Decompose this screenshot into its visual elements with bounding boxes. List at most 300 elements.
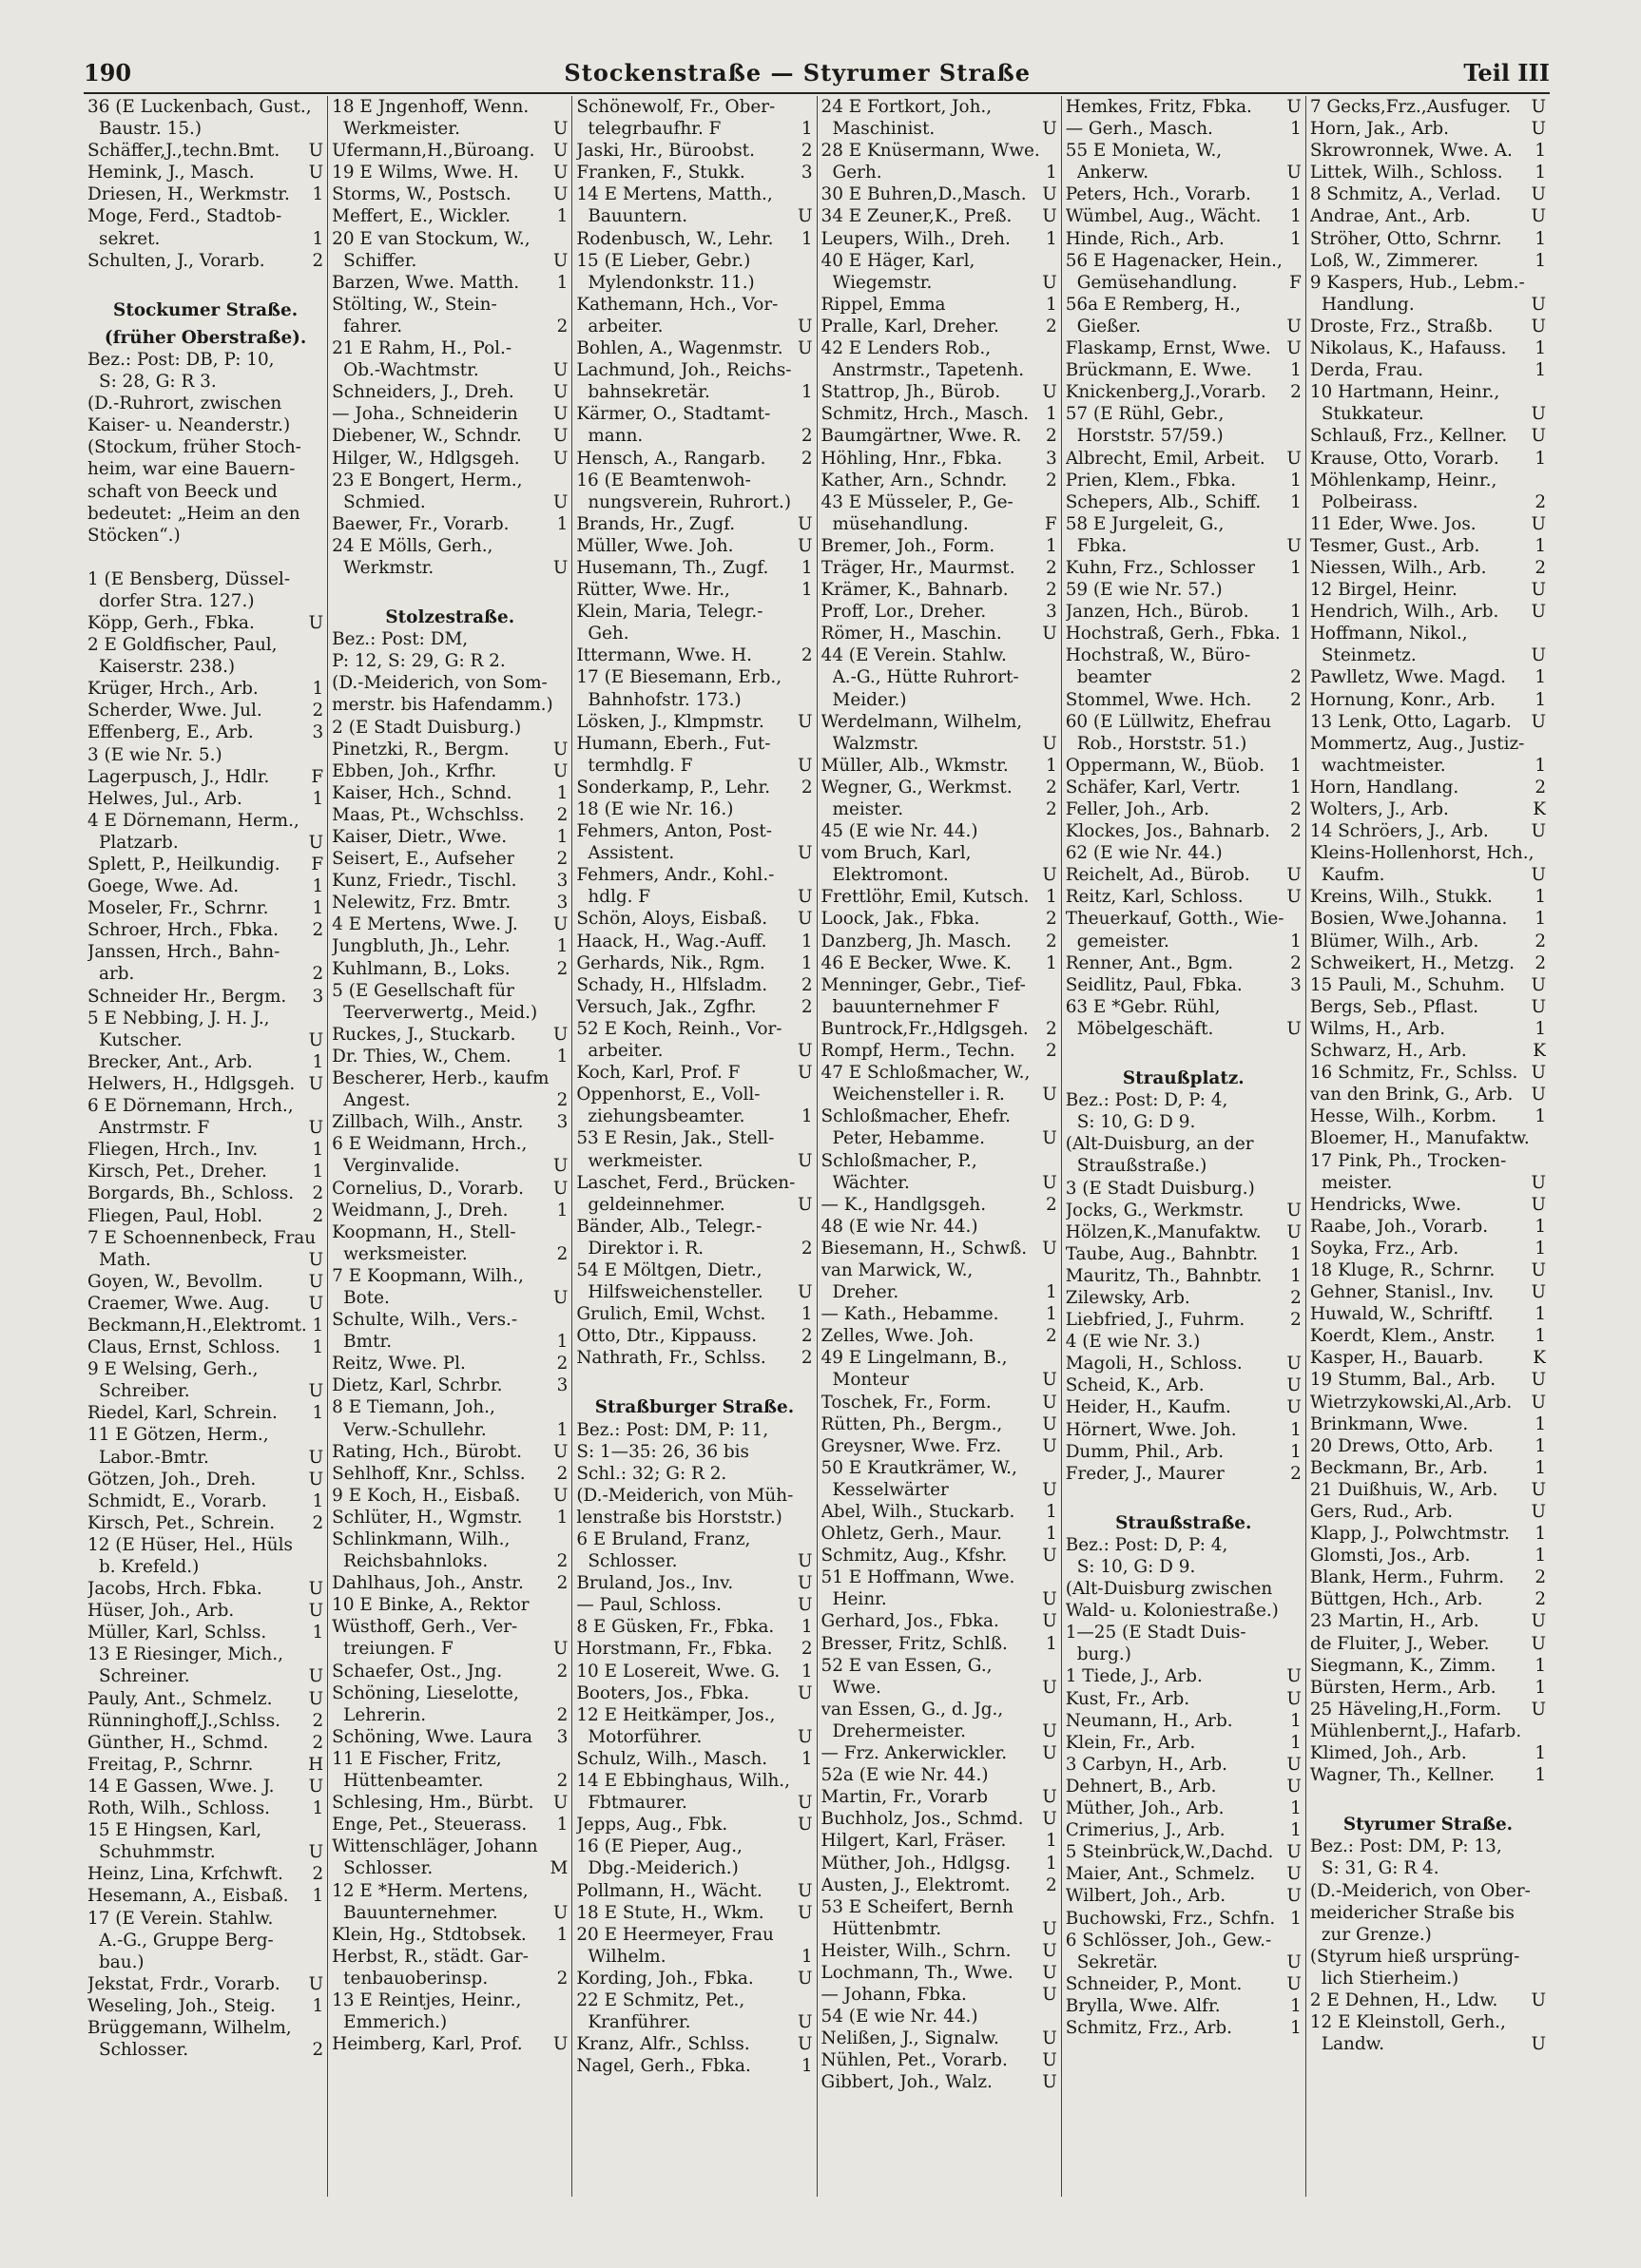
directory-entry	[576, 1325, 812, 1347]
entry-code: 1	[312, 876, 324, 897]
entry-code: 2	[556, 1243, 569, 1264]
entry-text: Meider.)	[832, 689, 907, 710]
entry-text: Schönewolf, Fr., Ober-	[576, 97, 776, 117]
entry-code: F	[1044, 513, 1057, 534]
entry-text: Bremer, Joh., Form.	[820, 535, 995, 556]
entry-text: Römer, H., Maschin.	[820, 624, 1002, 644]
entry-code: 1	[1535, 755, 1547, 776]
entry-code: U	[552, 382, 569, 403]
directory-entry	[87, 1534, 323, 1556]
directory-entry	[1310, 1435, 1546, 1457]
directory-entry	[332, 1572, 568, 1594]
entry-text: S: 28, G: R 3.	[99, 372, 217, 393]
entry-code: 2	[556, 804, 569, 825]
directory-entry	[821, 1216, 1057, 1238]
directory-entry	[1310, 1545, 1546, 1566]
entry-code: U	[1286, 1666, 1302, 1687]
entry-code: 2	[556, 316, 569, 336]
directory-entry	[576, 1682, 812, 1704]
entry-code: K	[1533, 1041, 1547, 1062]
entry-text: 50 E Krautkrämer, W.,	[820, 1457, 1017, 1478]
entry-code: 2	[801, 426, 813, 447]
directory-entry	[1310, 205, 1546, 227]
entry-text: Jepps, Aug., Fbk.	[576, 1815, 728, 1836]
entry-text: Hemink, J., Masch.	[87, 163, 255, 183]
entry-code: U	[552, 119, 569, 140]
entry-text: Booters, Jos., Fbka.	[576, 1682, 750, 1703]
entry-text: Wolters, J., Arb.	[1309, 799, 1449, 819]
directory-entry	[87, 458, 323, 480]
entry-text: 20 E Heermeyer, Frau	[576, 1924, 774, 1945]
entry-text: Scheid, K., Arb.	[1065, 1375, 1205, 1396]
directory-entry	[87, 1556, 323, 1578]
directory-entry	[1066, 381, 1302, 403]
directory-entry	[821, 1523, 1057, 1545]
directory-entry	[1310, 337, 1546, 359]
entry-code: 1	[1045, 1502, 1057, 1522]
directory-entry	[1066, 908, 1302, 930]
entry-code: U	[308, 1666, 324, 1687]
directory-entry	[332, 2011, 568, 2033]
entry-code: U	[1042, 865, 1057, 886]
entry-code: 1	[1045, 1633, 1057, 1654]
entry-text: Schreiner.	[99, 1666, 190, 1687]
entry-text: Ruckes, J., Stuckarb.	[332, 1024, 516, 1045]
entry-text: Feller, Joh., Arb.	[1065, 799, 1209, 819]
entry-text: Kaiser, Dietr., Wwe.	[332, 827, 508, 847]
entry-text: Meffert, E., Wickler.	[332, 206, 511, 227]
entry-code: U	[1286, 535, 1302, 556]
entry-code: U	[308, 1579, 324, 1600]
directory-entry	[1310, 1523, 1546, 1545]
directory-entry	[332, 205, 568, 227]
entry-code: 2	[1290, 667, 1302, 688]
directory-entry	[576, 1419, 812, 1441]
entry-code: 1	[556, 1924, 569, 1945]
entry-text: 6 E Bruland, Franz,	[576, 1529, 751, 1549]
entry-code: U	[1531, 711, 1547, 732]
entry-code: U	[798, 206, 813, 227]
entry-text: Heinz, Lina, Krfchwft.	[87, 1864, 283, 1885]
entry-text: Effenberg, E., Arb.	[87, 722, 254, 743]
entry-text: arbeiter.	[588, 1041, 664, 1062]
entry-code: U	[1042, 2050, 1057, 2071]
entry-code: 2	[1045, 777, 1057, 798]
entry-code: U	[1531, 1989, 1547, 2010]
entry-code: 1	[1535, 887, 1547, 908]
entry-text: Biesemann, H., Schwß.	[820, 1238, 1028, 1259]
directory-entry	[1066, 931, 1302, 952]
directory-entry	[821, 2049, 1057, 2071]
entry-text: 2 E Goldfischer, Paul,	[87, 635, 278, 656]
entry-code: 3	[1045, 602, 1057, 623]
directory-entry	[1066, 183, 1302, 205]
entry-code: U	[552, 1178, 569, 1199]
entry-text: Schloßmacher, P.,	[820, 1150, 977, 1171]
directory-entry	[821, 250, 1057, 272]
entry-text: Rütter, Wwe. Hr.,	[576, 580, 730, 601]
entry-text: Steinmetz.	[1321, 645, 1417, 666]
entry-code: 2	[1045, 1041, 1057, 1062]
entry-text: 6 E Weidmann, Hrch.,	[332, 1134, 528, 1155]
entry-text: Angest.	[343, 1090, 411, 1111]
entry-text: (D.-Ruhrort, zwischen	[87, 394, 282, 414]
entry-code: 1	[1290, 1419, 1302, 1440]
entry-text: 56 E Hagenacker, Hein.,	[1065, 250, 1283, 271]
directory-entry	[821, 733, 1057, 755]
directory-entry	[87, 1095, 323, 1117]
entry-text: Huwald, W., Schriftf.	[1309, 1304, 1494, 1325]
directory-entry	[576, 798, 812, 820]
directory-entry	[821, 140, 1057, 162]
entry-code: U	[1042, 1172, 1057, 1193]
entry-text: Kasper, H., Bauarb.	[1309, 1348, 1484, 1369]
entry-code: 2	[312, 701, 324, 721]
directory-entry	[576, 1704, 812, 1726]
entry-code: U	[1042, 1546, 1057, 1566]
directory-entry	[821, 1940, 1057, 1962]
entry-text: 48 (E wie Nr. 44.)	[820, 1216, 978, 1237]
entry-text: Wüsthoff, Gerh., Ver-	[332, 1617, 518, 1638]
entry-text: Moseler, Fr., Schrnr.	[87, 898, 269, 919]
entry-text: sekret.	[99, 228, 161, 249]
directory-entry	[576, 1550, 812, 1572]
entry-code: U	[1042, 1677, 1057, 1698]
entry-text: Hoffmann, Nikol.,	[1309, 624, 1468, 644]
entry-code: 1	[312, 1995, 324, 2016]
directory-entry	[1310, 425, 1546, 447]
entry-code: 3	[556, 1726, 569, 1747]
entry-text: Heimberg, Karl, Prof.	[332, 2034, 523, 2055]
column-6	[1306, 96, 1550, 2197]
entry-code: U	[1531, 206, 1547, 227]
directory-entry	[87, 436, 323, 458]
directory-entry	[87, 1995, 323, 2017]
entry-text: Hörnert, Wwe. Joh.	[1065, 1419, 1237, 1440]
directory-entry	[87, 140, 323, 162]
directory-entry	[1066, 513, 1302, 535]
directory-entry	[576, 996, 812, 1018]
directory-entry	[87, 1380, 323, 1402]
directory-entry	[1066, 162, 1302, 183]
entry-text: Gießer.	[1076, 316, 1141, 336]
entry-code: 2	[312, 1710, 324, 1731]
directory-entry	[821, 425, 1057, 447]
entry-code: U	[1042, 1085, 1057, 1105]
entry-text: Fliegen, Hrch., Inv.	[87, 1140, 259, 1161]
directory-entry	[332, 1880, 568, 1902]
entry-code: 1	[1045, 294, 1057, 315]
entry-text: 2 (E Stadt Duisburg.)	[332, 717, 522, 738]
entry-code: U	[798, 1880, 813, 1901]
directory-entry	[1310, 666, 1546, 688]
entry-code: U	[1042, 1918, 1057, 1939]
directory-entry	[821, 1633, 1057, 1655]
part-label: Teil III	[1463, 59, 1550, 86]
entry-text: Heinr.	[832, 1589, 887, 1610]
entry-text: 8 E Tiemann, Joh.,	[332, 1397, 495, 1418]
entry-text: Gerh.	[832, 163, 882, 183]
entry-code: 3	[556, 871, 569, 892]
directory-entry	[332, 448, 568, 470]
directory-entry	[87, 963, 323, 985]
entry-text: Bauuntern.	[588, 206, 688, 227]
entry-code: 1	[1045, 1304, 1057, 1325]
entry-text: Bergs, Seb., Pflast.	[1309, 996, 1479, 1017]
entry-text: Klein, Fr., Arb.	[1065, 1732, 1196, 1753]
directory-entry	[87, 986, 323, 1008]
entry-code: 3	[556, 1375, 569, 1396]
entry-text: Borgards, Bh., Schloss.	[87, 1183, 295, 1204]
directory-entry	[1310, 470, 1546, 491]
directory-entry	[87, 1271, 323, 1293]
entry-text: Hesse, Wilh., Korbm.	[1309, 1106, 1497, 1127]
directory-entry	[1310, 1194, 1546, 1216]
entry-code: 1	[1045, 755, 1057, 776]
entry-text: 14 E Gassen, Wwe. J.	[87, 1776, 275, 1797]
entry-code: 1	[1290, 206, 1302, 227]
entry-text: Brinkmann, Wwe.	[1309, 1413, 1469, 1434]
entry-code: 2	[556, 1090, 569, 1111]
entry-code: 2	[1290, 689, 1302, 710]
entry-text: 47 E Schloßmacher, W.,	[820, 1063, 1031, 1084]
entry-text: Gerhards, Nik., Rgm.	[576, 952, 765, 973]
directory-entry	[1066, 1556, 1302, 1578]
entry-text: Schmidt, E., Vorarb.	[87, 1490, 267, 1511]
directory-entry	[821, 1084, 1057, 1105]
entry-text: Kaiser, Hch., Schnd.	[332, 782, 512, 803]
directory-entry	[1066, 623, 1302, 644]
entry-text: 20 E van Stockum, W.,	[332, 228, 531, 249]
directory-entry	[332, 1155, 568, 1177]
directory-entry	[87, 919, 323, 941]
directory-entry	[1066, 1396, 1302, 1418]
directory-entry	[1310, 2011, 1546, 2033]
entry-text: 5 Steinbrück,W.,Dachd.	[1065, 1842, 1274, 1863]
directory-entry	[332, 1968, 568, 1989]
entry-text: Schweikert, H., Metzg.	[1309, 952, 1515, 973]
directory-entry	[1066, 952, 1302, 974]
entry-text: Ebben, Joh., Krfhr.	[332, 760, 497, 781]
entry-code: 3	[556, 893, 569, 913]
entry-code: 1	[312, 1162, 324, 1182]
directory-entry	[1066, 1688, 1302, 1710]
directory-entry	[576, 1880, 812, 1902]
entry-text: Rating, Hch., Bürobt.	[332, 1441, 522, 1462]
entry-code: 1	[1535, 163, 1547, 183]
directory-entry	[87, 96, 323, 118]
directory-entry	[821, 1874, 1057, 1896]
entry-text: 20 Drews, Otto, Arb.	[1309, 1435, 1494, 1456]
directory-entry	[332, 717, 568, 739]
entry-text: Pauly, Ant., Schmelz.	[87, 1688, 273, 1709]
entry-code: U	[552, 914, 569, 935]
entry-text: Schloßmacher, Ehefr.	[820, 1106, 1011, 1127]
directory-entry	[87, 1863, 323, 1885]
directory-entry	[1310, 557, 1546, 579]
directory-entry	[576, 1857, 812, 1879]
entry-code: 2	[556, 1704, 569, 1725]
entry-text: Moge, Ferd., Stadtob-	[87, 206, 282, 227]
entry-code: 1	[1535, 448, 1547, 469]
entry-text: Werkmeister.	[343, 119, 460, 140]
entry-code: 2	[1290, 1310, 1302, 1331]
entry-code: U	[1286, 1886, 1302, 1907]
directory-entry	[332, 739, 568, 760]
entry-code: 1	[1535, 228, 1547, 249]
directory-entry	[87, 1293, 323, 1315]
entry-text: Rippel, Emma	[820, 294, 946, 315]
entry-text: Liebfried, J., Fuhrm.	[1065, 1310, 1245, 1331]
entry-text: Krämer, K., Bahnarb.	[820, 580, 1009, 601]
entry-code: 3	[1290, 974, 1302, 995]
entry-code: U	[308, 1118, 324, 1139]
directory-entry	[1310, 579, 1546, 601]
directory-entry	[332, 337, 568, 359]
entry-text: Sonderkamp, P., Lehr.	[576, 777, 771, 798]
entry-text: Goyen, W., Bevollm.	[87, 1271, 263, 1292]
directory-entry	[576, 381, 812, 403]
entry-text: Toschek, Fr., Form.	[820, 1392, 992, 1413]
entry-code: 2	[801, 645, 813, 666]
entry-text: Bresser, Fritz, Schlß.	[820, 1633, 1008, 1654]
directory-entry	[1310, 931, 1546, 952]
entry-text: Brylla, Wwe. Alfr.	[1065, 1995, 1221, 2016]
directory-entry	[1066, 1841, 1302, 1863]
directory-entry	[1310, 755, 1546, 777]
entry-code: U	[552, 163, 569, 183]
entry-code: 1	[312, 184, 324, 205]
street-heading	[1066, 1507, 1302, 1534]
entry-text: Nikolaus, K., Hafauss.	[1309, 338, 1507, 359]
entry-text: Reichsbahnloks.	[343, 1551, 489, 1572]
entry-text: Oppenhorst, E., Voll-	[576, 1085, 761, 1105]
directory-entry	[576, 205, 812, 227]
entry-text: 10 E Losereit, Wwe. G.	[576, 1661, 781, 1682]
entry-code: 2	[1045, 1194, 1057, 1215]
directory-entry	[87, 118, 323, 140]
directory-entry	[332, 1989, 568, 2011]
directory-entry	[821, 228, 1057, 250]
directory-entry	[87, 788, 323, 810]
entry-code: U	[552, 1287, 569, 1308]
entry-text: (Styrum hieß ursprüng-	[1309, 1946, 1520, 1967]
directory-entry	[1066, 1863, 1302, 1885]
directory-entry	[332, 1507, 568, 1528]
entry-code: 3	[312, 722, 324, 743]
entry-text: Buchholz, Jos., Schmd.	[820, 1809, 1024, 1830]
directory-entry	[576, 250, 812, 272]
directory-entry	[821, 1392, 1057, 1413]
entry-code: 1	[801, 1617, 813, 1638]
entry-text: Maas, Pt., Wchschlss.	[332, 804, 525, 825]
directory-entry	[332, 958, 568, 980]
directory-entry	[821, 2071, 1057, 2093]
directory-entry	[1310, 1633, 1546, 1655]
directory-entry	[1310, 689, 1546, 711]
entry-code: 1	[556, 513, 569, 534]
entry-code: U	[1286, 1200, 1302, 1220]
directory-entry	[1066, 140, 1302, 162]
entry-text: Rütten, Ph., Bergm.,	[820, 1413, 1003, 1434]
entry-code: U	[1286, 97, 1302, 117]
entry-code: U	[1531, 1611, 1547, 1632]
entry-code: U	[1042, 1787, 1057, 1808]
entry-code: U	[552, 360, 569, 381]
entry-text: vom Bruch, Karl,	[820, 843, 972, 864]
entry-text: 11 E Fischer, Fritz,	[332, 1748, 502, 1769]
directory-entry	[576, 1814, 812, 1836]
directory-entry	[87, 941, 323, 963]
directory-entry	[576, 1259, 812, 1281]
directory-entry	[332, 1770, 568, 1792]
entry-text: 62 (E wie Nr. 44.)	[1065, 843, 1223, 864]
entry-text: Anstrmstr. F	[99, 1118, 210, 1139]
directory-entry	[87, 183, 323, 205]
directory-entry	[87, 1315, 323, 1336]
directory-entry	[87, 1161, 323, 1182]
entry-code: U	[1286, 887, 1302, 908]
entry-code: 1	[1290, 119, 1302, 140]
directory-entry	[1066, 1797, 1302, 1819]
entry-code: U	[552, 1639, 569, 1660]
directory-entry	[87, 810, 323, 832]
directory-entry	[1066, 403, 1302, 425]
entry-code: U	[798, 909, 813, 930]
entry-code: U	[308, 1776, 324, 1797]
directory-entry	[332, 1309, 568, 1331]
entry-text: Crimerius, J., Arb.	[1065, 1820, 1226, 1841]
directory-entry	[576, 820, 812, 842]
entry-code: H	[308, 1754, 324, 1775]
directory-entry	[87, 897, 323, 919]
entry-text: Bez.: Post: DM, P: 13,	[1309, 1836, 1502, 1857]
directory-entry	[1310, 250, 1546, 272]
directory-entry	[1310, 1610, 1546, 1632]
directory-entry	[576, 2011, 812, 2033]
directory-entry	[87, 744, 323, 766]
directory-entry	[821, 118, 1057, 140]
entry-text: Blümer, Wilh., Arb.	[1309, 931, 1479, 951]
directory-entry	[87, 349, 323, 371]
directory-entry	[332, 1463, 568, 1485]
entry-text: Craemer, Wwe. Aug.	[87, 1293, 270, 1314]
directory-entry	[1066, 974, 1302, 996]
directory-entry	[1066, 1578, 1302, 1600]
entry-text: treiungen. F	[343, 1639, 454, 1660]
directory-entry	[87, 634, 323, 656]
directory-entry	[87, 1622, 323, 1643]
entry-text: Klein, Hg., Stdtobsek.	[332, 1924, 527, 1945]
entry-text: Handlung.	[1321, 294, 1415, 315]
entry-text: Klockes, Jos., Bahnarb.	[1065, 821, 1270, 842]
directory-entry	[1066, 1419, 1302, 1441]
entry-code: 2	[556, 1463, 569, 1484]
entry-text: S: 31, G: R 4.	[1321, 1858, 1439, 1879]
entry-text: Magoli, H., Schloss.	[1065, 1354, 1243, 1374]
entry-text: Straußstraße.)	[1076, 1156, 1207, 1177]
entry-code: U	[798, 1063, 813, 1084]
entry-text: Koch, Karl, Prof. F	[576, 1063, 741, 1084]
entry-code: 2	[312, 250, 324, 271]
directory-entry	[332, 1638, 568, 1660]
entry-text: 25 Häveling,H.,Form.	[1309, 1699, 1502, 1720]
entry-text: Nelißen, J., Signalw.	[820, 2028, 999, 2049]
entry-text: Buntrock,Fr.,Hdlgsgeh.	[820, 1018, 1029, 1039]
entry-text: 17 (E Biesemann, Erb.,	[576, 667, 782, 688]
entry-text: Bänder, Alb., Telegr.-	[576, 1216, 763, 1237]
entry-text: 30 E Buhren,D.,Masch.	[820, 184, 1027, 205]
